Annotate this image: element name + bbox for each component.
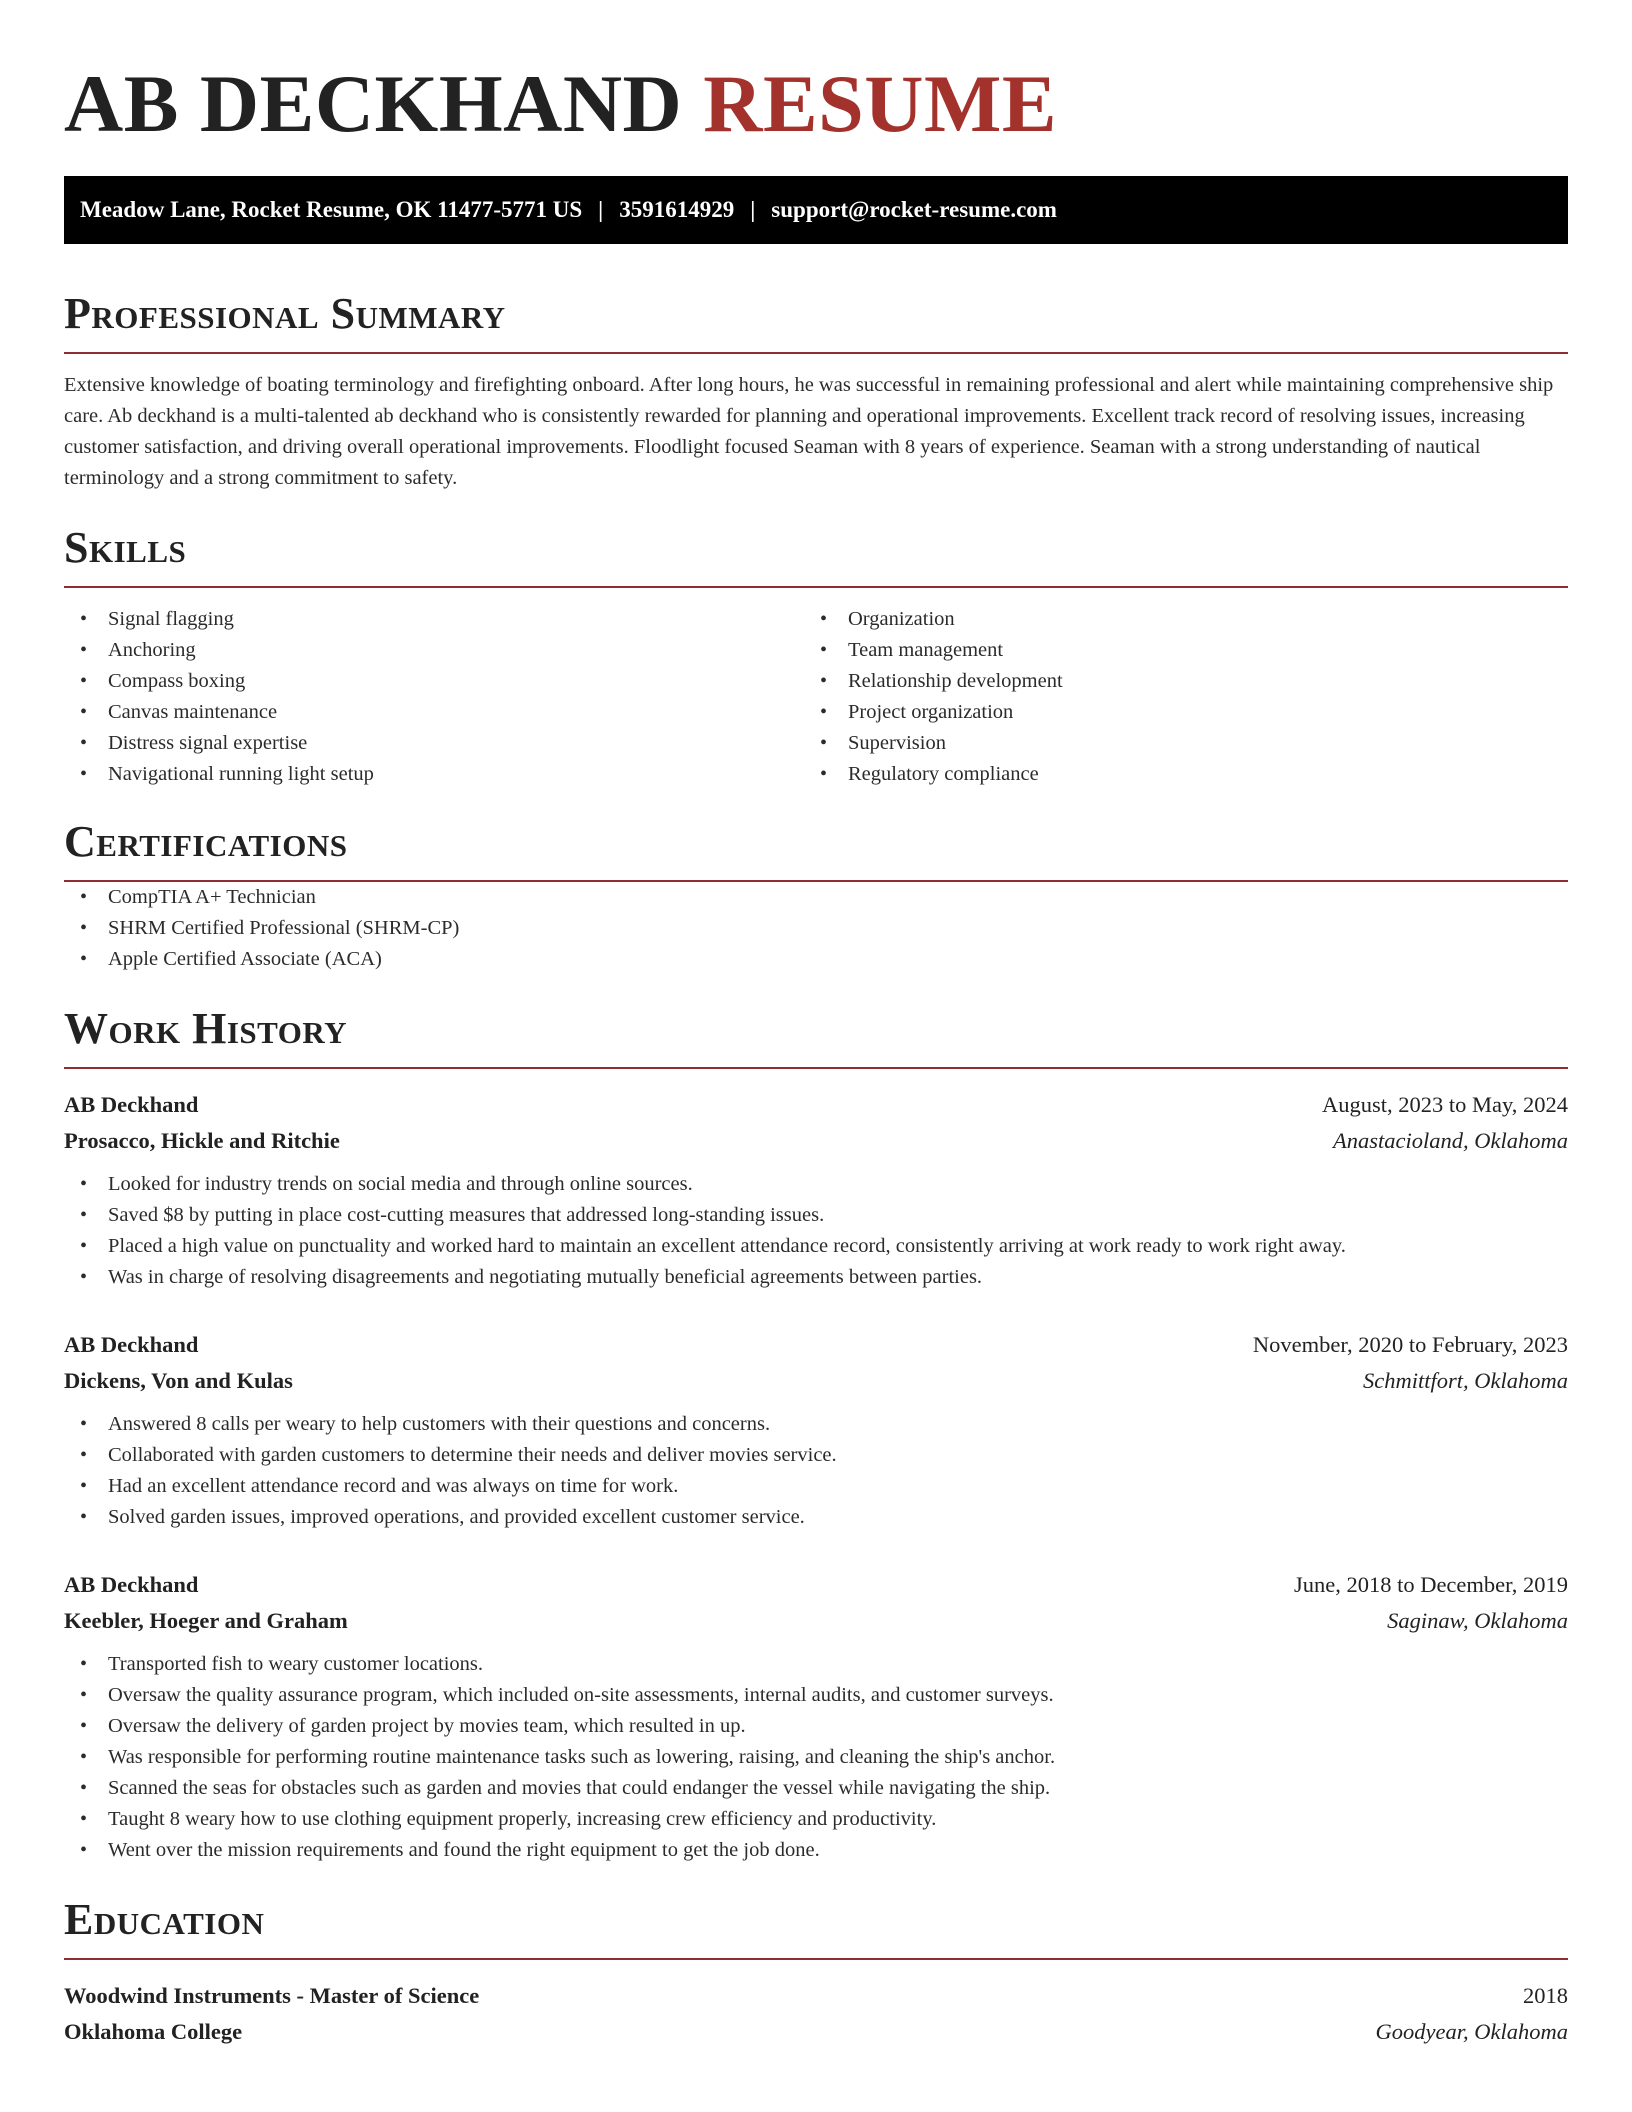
section-heading: Professional Summary xyxy=(64,289,506,338)
job-dates: August, 2023 to May, 2024 xyxy=(1321,1092,1568,1117)
job-title-row xyxy=(64,1327,1568,1363)
job-bullet: • Taught 8 weary how to use clothing equipment properly, increasing crew efficiency and productivity. xyxy=(64,1804,1568,1835)
education-degree: Woodwind Instruments - Master of Science xyxy=(64,1983,480,2008)
section-heading: Education xyxy=(64,1895,265,1944)
job-entry xyxy=(64,1087,1568,1293)
certification-item: • Apple Certified Associate (ACA) xyxy=(64,944,1568,975)
section-divider xyxy=(64,352,1568,354)
job-title-row xyxy=(64,1567,1568,1603)
section-divider xyxy=(64,586,1568,588)
skills-section xyxy=(64,524,1568,790)
job-title: AB Deckhand xyxy=(64,1332,199,1357)
title-name: AB DECKHAND xyxy=(64,58,683,149)
section-divider xyxy=(64,1958,1568,1960)
job-company: Prosacco, Hickle and Ritchie xyxy=(64,1128,340,1153)
job-location: Saginaw, Oklahoma xyxy=(1387,1608,1568,1633)
skill-item: • Navigational running light setup xyxy=(64,759,804,790)
education-school: Oklahoma College xyxy=(64,2019,243,2044)
skill-item: • Signal flagging xyxy=(64,604,804,635)
job-bullet: • Answered 8 calls per weary to help customers with their questions and concerns. xyxy=(64,1409,1568,1440)
contact-address: Meadow Lane, Rocket Resume, OK 11477-5771 US xyxy=(80,197,583,222)
job-bullets xyxy=(64,1169,1568,1293)
education-year: 2018 xyxy=(1523,1983,1568,2008)
skill-item: • Organization xyxy=(804,604,1544,635)
job-company-row xyxy=(64,1123,1568,1159)
title-resume-word: RESUME xyxy=(703,58,1058,149)
job-bullet: • Saved $8 by putting in place cost-cutting measures that addressed long-standing issues. xyxy=(64,1200,1568,1231)
contact-separator: | xyxy=(598,197,604,222)
summary-text: Extensive knowledge of boating terminology and firefighting onboard. After long hours, he was successful in remaining professional and alert while maintaining comprehensive ship care. Ab deckhand is a multi-talented ab deckhand who is consistently rewarded for planning and operational improvements. Excellent track record of resolving issues, increasing customer satisfaction, and driving overall operational improvements. Floodlight focused Seaman with 8 years of experience. Seaman with a strong understanding of nautical terminology and a strong commitment to safety. xyxy=(64,374,1554,489)
skills-columns xyxy=(64,604,1568,790)
contact-bar xyxy=(64,176,1568,244)
contact-email[interactable]: support@rocket-resume.com xyxy=(771,197,1057,222)
job-title: AB Deckhand xyxy=(64,1092,199,1117)
skill-item: • Project organization xyxy=(804,697,1544,728)
section-heading: Skills xyxy=(64,523,187,572)
job-bullet: • Oversaw the delivery of garden project by movies team, which resulted in up. xyxy=(64,1711,1568,1742)
job-company: Dickens, Von and Kulas xyxy=(64,1368,293,1393)
job-bullet: • Transported fish to weary customer locations. xyxy=(64,1649,1568,1680)
skills-list-right xyxy=(804,604,1544,790)
job-bullet: • Was responsible for performing routine maintenance tasks such as lowering, raising, and cleaning the ship's anchor. xyxy=(64,1742,1568,1773)
certification-item: • SHRM Certified Professional (SHRM-CP) xyxy=(64,913,1568,944)
education-degree-row xyxy=(64,1978,1568,2014)
job-dates: June, 2018 to December, 2019 xyxy=(1293,1572,1568,1597)
job-title: AB Deckhand xyxy=(64,1572,199,1597)
job-dates: November, 2020 to February, 2023 xyxy=(1252,1332,1568,1357)
contact-phone[interactable]: 3591614929 xyxy=(619,197,735,222)
skill-item: • Compass boxing xyxy=(64,666,804,697)
contact-separator: | xyxy=(750,197,756,222)
job-bullet: • Oversaw the quality assurance program, which included on-site assessments, internal audits, and customer surveys. xyxy=(64,1680,1568,1711)
job-location: Anastacioland, Oklahoma xyxy=(1333,1128,1568,1153)
skill-item: • Supervision xyxy=(804,728,1544,759)
job-title-row xyxy=(64,1087,1568,1123)
job-company-row xyxy=(64,1363,1568,1399)
job-bullets xyxy=(64,1649,1568,1866)
summary-section xyxy=(64,290,1568,494)
certification-item: • CompTIA A+ Technician xyxy=(64,882,1568,913)
job-bullet: • Solved garden issues, improved operations, and provided excellent customer service. xyxy=(64,1502,1568,1533)
resume-page xyxy=(64,0,1568,2050)
job-bullet: • Went over the mission requirements and found the right equipment to get the job done. xyxy=(64,1835,1568,1866)
job-bullet: • Scanned the seas for obstacles such as garden and movies that could endanger the vessel while navigating the ship. xyxy=(64,1773,1568,1804)
certifications-section xyxy=(64,818,1568,975)
education-entry xyxy=(64,1978,1568,2050)
certifications-list xyxy=(64,882,1568,975)
section-heading: Work History xyxy=(64,1004,348,1053)
skill-item: • Anchoring xyxy=(64,635,804,666)
job-bullet: • Placed a high value on punctuality and worked hard to maintain an excellent attendance record, consistently arriving at work ready to work right away. xyxy=(64,1231,1568,1262)
education-section xyxy=(64,1896,1568,2050)
job-entry xyxy=(64,1567,1568,1866)
resume-title xyxy=(64,58,1568,164)
job-bullet: • Collaborated with garden customers to determine their needs and deliver movies service. xyxy=(64,1440,1568,1471)
education-location: Goodyear, Oklahoma xyxy=(1375,2019,1568,2044)
skills-list-left xyxy=(64,604,804,790)
job-company: Keebler, Hoeger and Graham xyxy=(64,1608,348,1633)
job-bullet: • Was in charge of resolving disagreements and negotiating mutually beneficial agreements between parties. xyxy=(64,1262,1568,1293)
section-heading: Certifications xyxy=(64,817,348,866)
skill-item: • Team management xyxy=(804,635,1544,666)
skill-item: • Regulatory compliance xyxy=(804,759,1544,790)
job-bullet: • Looked for industry trends on social media and through online sources. xyxy=(64,1169,1568,1200)
job-location: Schmittfort, Oklahoma xyxy=(1363,1368,1568,1393)
skill-item: • Relationship development xyxy=(804,666,1544,697)
job-bullet: • Had an excellent attendance record and was always on time for work. xyxy=(64,1471,1568,1502)
skill-item: • Canvas maintenance xyxy=(64,697,804,728)
job-bullets xyxy=(64,1409,1568,1533)
work-history-section xyxy=(64,1005,1568,1866)
section-divider xyxy=(64,1067,1568,1069)
education-school-row xyxy=(64,2014,1568,2050)
job-entry xyxy=(64,1327,1568,1533)
job-company-row xyxy=(64,1603,1568,1639)
skill-item: • Distress signal expertise xyxy=(64,728,804,759)
